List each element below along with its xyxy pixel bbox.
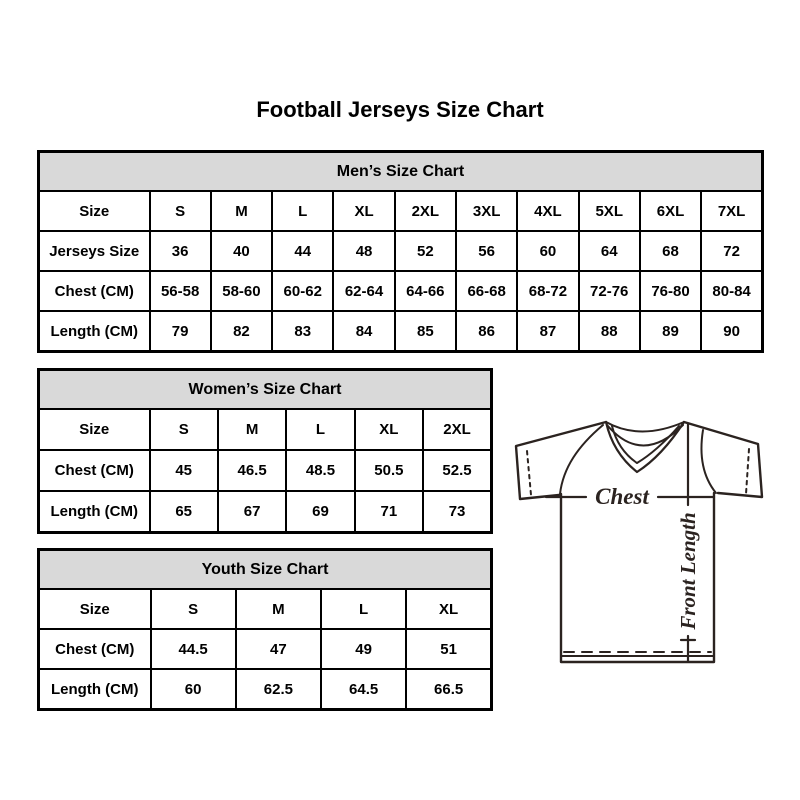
women-cell: S <box>150 409 218 450</box>
men-cell: 58-60 <box>211 271 272 311</box>
men-cell: 62-64 <box>333 271 394 311</box>
jersey-right-seam <box>702 430 716 493</box>
jersey-collar-outer-v <box>606 422 684 472</box>
men-row-1 <box>39 231 763 271</box>
youth-cell: 66.5 <box>406 669 491 710</box>
men-cell: M <box>211 191 272 231</box>
mens-size-table <box>37 150 764 353</box>
men-cell: 64-66 <box>395 271 456 311</box>
page-title: Football Jerseys Size Chart <box>256 97 544 122</box>
men-cell: S <box>150 191 211 231</box>
youth-cell: 51 <box>406 629 491 669</box>
women-cell: M <box>218 409 286 450</box>
women-cell: 48.5 <box>286 450 354 491</box>
youth-cell: XL <box>406 589 491 629</box>
men-cell: 56 <box>456 231 517 271</box>
men-cell: 36 <box>150 231 211 271</box>
men-cell: 60-62 <box>272 271 333 311</box>
jersey-right-sleeve <box>684 422 762 497</box>
jersey-right-cuff-stitch <box>746 449 749 494</box>
men-cell: 83 <box>272 311 333 352</box>
men-row-2 <box>39 271 763 311</box>
women-cell: 2XL <box>423 409 491 450</box>
men-cell: 85 <box>395 311 456 352</box>
men-cell: XL <box>333 191 394 231</box>
women-cell: 69 <box>286 491 354 533</box>
women-row-2 <box>39 491 492 533</box>
youth-size-table <box>37 548 493 711</box>
youth-cell: L <box>321 589 406 629</box>
men-cell: 56-58 <box>150 271 211 311</box>
women-title-row <box>39 370 492 410</box>
women-row-header: Chest (CM) <box>39 450 150 491</box>
youth-row-header: Size <box>39 589 151 629</box>
men-cell: 88 <box>579 311 640 352</box>
men-row-3 <box>39 311 763 352</box>
men-row-header: Length (CM) <box>39 311 150 352</box>
women-cell: 52.5 <box>423 450 491 491</box>
men-cell: 64 <box>579 231 640 271</box>
front-length-label: Front Length <box>676 512 700 630</box>
men-cell: 7XL <box>701 191 762 231</box>
youth-row-2 <box>39 669 492 710</box>
women-row-1 <box>39 450 492 491</box>
youth-table-title: Youth Size Chart <box>39 550 492 590</box>
men-table-title: Men’s Size Chart <box>39 152 763 192</box>
women-cell: 46.5 <box>218 450 286 491</box>
women-cell: 50.5 <box>355 450 423 491</box>
women-row-header: Length (CM) <box>39 491 150 533</box>
men-cell: 82 <box>211 311 272 352</box>
women-cell: 71 <box>355 491 423 533</box>
women-row-0 <box>39 409 492 450</box>
women-cell: 45 <box>150 450 218 491</box>
men-cell: 79 <box>150 311 211 352</box>
women-cell: XL <box>355 409 423 450</box>
youth-row-header: Length (CM) <box>39 669 151 710</box>
men-cell: 87 <box>517 311 578 352</box>
men-cell: 48 <box>333 231 394 271</box>
men-cell: 40 <box>211 231 272 271</box>
men-cell: 4XL <box>517 191 578 231</box>
men-cell: 44 <box>272 231 333 271</box>
youth-cell: 44.5 <box>151 629 236 669</box>
men-row-header: Chest (CM) <box>39 271 150 311</box>
youth-cell: 62.5 <box>236 669 321 710</box>
jersey-left-cuff-stitch <box>527 451 531 495</box>
men-cell: 86 <box>456 311 517 352</box>
men-cell: 6XL <box>640 191 701 231</box>
men-cell: 2XL <box>395 191 456 231</box>
men-cell: 89 <box>640 311 701 352</box>
men-cell: L <box>272 191 333 231</box>
men-cell: 3XL <box>456 191 517 231</box>
youth-cell: 64.5 <box>321 669 406 710</box>
men-cell: 72 <box>701 231 762 271</box>
women-cell: 73 <box>423 491 491 533</box>
men-row-header: Jerseys Size <box>39 231 150 271</box>
men-cell: 66-68 <box>456 271 517 311</box>
women-cell: L <box>286 409 354 450</box>
youth-row-1 <box>39 629 492 669</box>
men-cell: 5XL <box>579 191 640 231</box>
youth-cell: S <box>151 589 236 629</box>
men-cell: 90 <box>701 311 762 352</box>
men-title-row <box>39 152 763 192</box>
men-cell: 68-72 <box>517 271 578 311</box>
chest-label: Chest <box>595 484 649 509</box>
jersey-collar-top <box>606 422 684 432</box>
men-row-header: Size <box>39 191 150 231</box>
men-cell: 84 <box>333 311 394 352</box>
youth-cell: M <box>236 589 321 629</box>
youth-cell: 47 <box>236 629 321 669</box>
men-cell: 68 <box>640 231 701 271</box>
men-cell: 80-84 <box>701 271 762 311</box>
men-cell: 76-80 <box>640 271 701 311</box>
women-cell: 67 <box>218 491 286 533</box>
youth-row-0 <box>39 589 492 629</box>
women-row-header: Size <box>39 409 150 450</box>
jersey-diagram <box>500 405 800 680</box>
men-row-0 <box>39 191 763 231</box>
womens-size-table <box>37 368 493 534</box>
men-cell: 52 <box>395 231 456 271</box>
youth-cell: 60 <box>151 669 236 710</box>
men-cell: 72-76 <box>579 271 640 311</box>
youth-title-row <box>39 550 492 590</box>
youth-cell: 49 <box>321 629 406 669</box>
men-cell: 60 <box>517 231 578 271</box>
women-table-title: Women’s Size Chart <box>39 370 492 410</box>
women-cell: 65 <box>150 491 218 533</box>
youth-row-header: Chest (CM) <box>39 629 151 669</box>
